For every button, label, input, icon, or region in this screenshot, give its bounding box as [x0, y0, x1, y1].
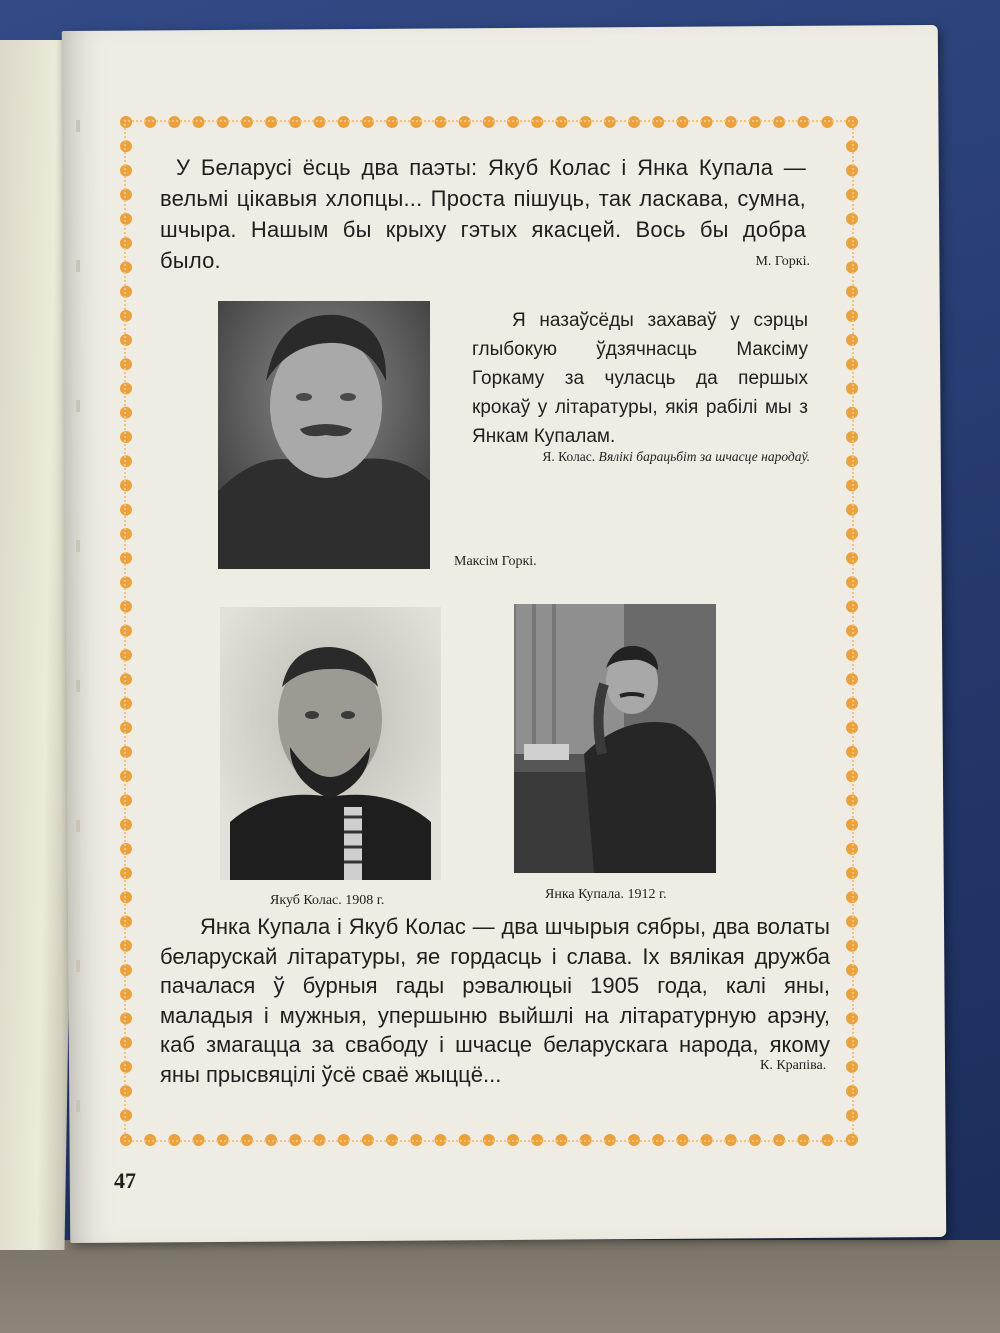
- page-number: 47: [114, 1168, 136, 1193]
- kolas-quote-source: [520, 448, 810, 465]
- gorky-quote-author: М. Горкі.: [755, 254, 810, 269]
- kolas-portrait-photo: [220, 607, 441, 880]
- gorky-quote: У Беларусі ёсць два паэты: Якуб Колас і Янка Купала — вельмі цікавыя хлопцы... Проста пішуць, так ласкава, сумна, шчыра. Нашым бы крыху гэтых якасцей. Вось бы добра было.: [160, 155, 806, 273]
- kupala-portrait-photo: [514, 604, 716, 873]
- kolas-quote-title: Вялікі барацьбіт за шчасце народаў.: [598, 449, 810, 464]
- table-surface: [0, 1240, 1000, 1333]
- krapiva-quote: Янка Купала і Якуб Колас — два шчырыя сябры, два волаты беларускай літаратуры, яе гордасць і слава. Іх вялікая дружба пачалася ў бурныя гады рэвалюцыі 1905 года, калі яны, маладыя і мужныя, упершыню выйшлі на літаратурную арэну, каб змагацца за свабоду і шчасце беларускага народа, якому яны прысвяцілі ўсё сваё жыццё...: [160, 914, 830, 1087]
- kolas-caption: Якуб Колас. 1908 г.: [270, 893, 385, 908]
- krapiva-quote-author: К. Крапіва.: [760, 1058, 827, 1073]
- kolas-portrait-illustration: [220, 607, 441, 880]
- kolas-quote-author: Я. Колас.: [542, 449, 596, 464]
- gorky-portrait-photo: [218, 301, 430, 569]
- kupala-caption: Янка Купала. 1912 г.: [545, 887, 667, 902]
- binding-stitch: [76, 120, 80, 1150]
- gorky-caption: Максім Горкі.: [454, 554, 537, 569]
- gorky-portrait-illustration: [218, 301, 430, 569]
- kolas-quote: Я назаўсёды захаваў у сэрцы глыбокую ўдзячнасць Максіму Горкаму за чуласць да першых крокаў у літаратуры, якія рабілі мы з Янкам Купалам.: [472, 310, 808, 447]
- kupala-portrait-illustration: [514, 604, 716, 873]
